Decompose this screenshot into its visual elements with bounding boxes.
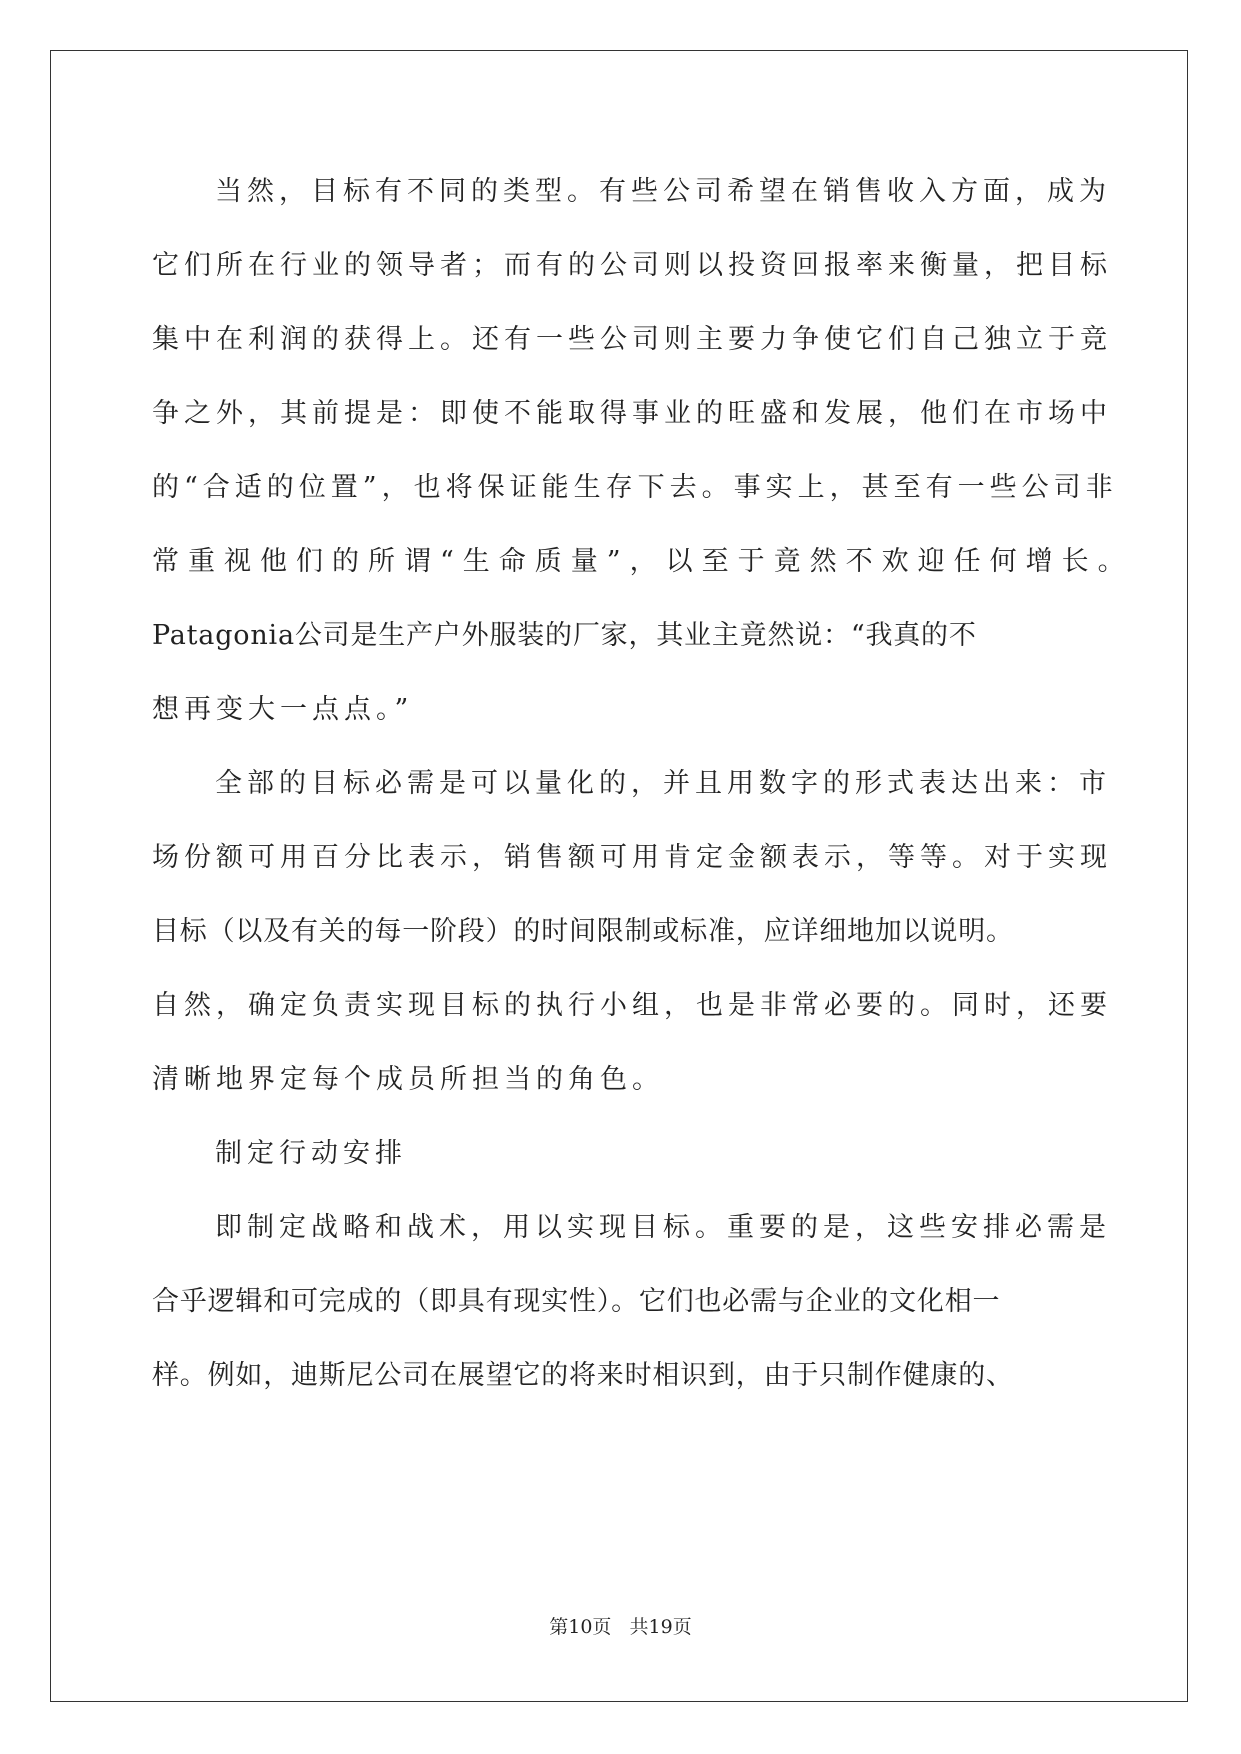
paragraph-2-line-5: 清晰地界定每个成员所担当的角色。 — [152, 1064, 664, 1095]
paragraph-3-line-1: 即制定战略和战术，用以实现目标。重要的是，这些安排必需是 — [215, 1212, 1111, 1243]
page-number: 第10页 共19页 — [549, 1616, 692, 1638]
paragraph-2-line-2: 场份额可用百分比表示，销售额可用肯定金额表示，等等。对于实现 — [152, 842, 1112, 873]
paragraph-1-line-2: 它们所在行业的领导者；而有的公司则以投资回报率来衡量，把目标 — [152, 250, 1112, 281]
paragraph-1-line-4: 争之外，其前提是：即使不能取得事业的旺盛和发展，他们在市场中 — [152, 398, 1112, 429]
paragraph-2-line-3: 目标（以及有关的每一阶段）的时间限制或标准，应详细地加以说明。 — [152, 916, 1014, 947]
paragraph-3-line-3: 样。例如，迪斯尼公司在展望它的将来时相识到，由于只制作健康的、 — [152, 1360, 1014, 1391]
paragraph-1-line-1: 当然，目标有不同的类型。有些公司希望在销售收入方面，成为 — [215, 176, 1111, 207]
document-body — [152, 155, 1134, 1413]
paragraph-2-line-4: 自然，确定负责实现目标的执行小组，也是非常必要的。同时，还要 — [152, 990, 1112, 1021]
paragraph-1-line-8: 想再变大一点点。” — [152, 694, 414, 725]
paragraph-1-line-7: Patagonia公司是生产户外服装的厂家，其业主竟然说：“我真的不 — [152, 620, 977, 651]
paragraph-1-line-5: 的“合适的位置”，也将保证能生存下去。事实上，甚至有一些公司非 — [152, 472, 1118, 503]
section-heading: 制定行动安排 — [215, 1138, 407, 1169]
paragraph-1-line-6: 常重视他们的所谓“生命质量”，以至于竟然不欢迎任何增长。 — [152, 546, 1134, 577]
paragraph-1-line-3: 集中在利润的获得上。还有一些公司则主要力争使它们自己独立于竞 — [152, 324, 1112, 355]
paragraph-3-line-2: 合乎逻辑和可完成的（即具有现实性）。它们也必需与企业的文化相一 — [152, 1286, 1001, 1317]
paragraph-2-line-1: 全部的目标必需是可以量化的，并且用数字的形式表达出来：市 — [215, 768, 1111, 799]
